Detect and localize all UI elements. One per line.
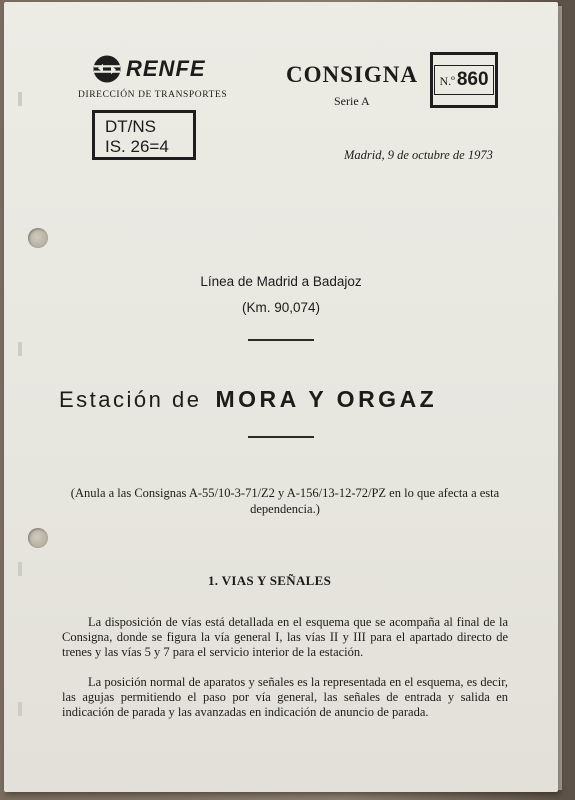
number-label: N.º: [439, 74, 455, 88]
document-page: [4, 2, 558, 792]
punch-hole-icon: [28, 528, 48, 548]
station-title: [59, 386, 437, 413]
renfe-logo-icon: [92, 54, 122, 84]
department-name: DIRECCIÓN DE TRANSPORTES: [78, 90, 228, 100]
consigna-number-inner: [434, 65, 493, 95]
stamp-line-1: DT/NS: [105, 117, 156, 136]
consigna-title: CONSIGNA: [286, 62, 418, 87]
brand-name: RENFE: [126, 56, 206, 81]
punch-hole-icon: [28, 228, 48, 248]
consigna-number: 860: [456, 69, 489, 90]
margin-mark: [18, 92, 22, 106]
kilometer-point: (Km. 90,074): [241, 300, 321, 315]
document-date: Madrid, 9 de octubre de 1973: [344, 148, 493, 162]
line-name: Línea de Madrid a Badajoz: [200, 274, 362, 289]
margin-mark: [18, 342, 22, 356]
stamp-line-2: IS. 26=4: [105, 137, 169, 156]
divider-line: [248, 436, 314, 438]
section-paragraph: La disposición de vías está detallada en el esquema que se acompaña al final de la Consigna, donde se figura la vía general I, las vías II y III para el apartado directo de trenes y las vías 5 y 7 para el servicio interior de la estación.: [62, 615, 508, 659]
reference-stamp: [92, 110, 196, 160]
station-prefix: Estación de: [59, 387, 202, 412]
renfe-logo: [92, 54, 206, 84]
consigna-number-box: [430, 52, 498, 108]
section-heading: 1. VIAS Y SEÑALES: [208, 573, 332, 588]
serie-label: Serie A: [334, 94, 370, 108]
margin-mark: [18, 702, 22, 716]
station-name: MORA Y ORGAZ: [215, 386, 438, 412]
section-paragraph: La posición normal de aparatos y señales es la representada en el esquema, es decir, las agujas permitiendo el paso por vía general, las señales de entrada y salida en indicación de parada y las avanzadas en indicación de anuncio de parada.: [62, 675, 508, 719]
margin-mark: [18, 562, 22, 576]
annulment-note: (Anula a las Consignas A-55/10-3-71/Z2 y A-156/13-12-72/PZ en lo que afecta a esta dependencia.): [70, 486, 500, 516]
divider-line: [248, 339, 314, 341]
